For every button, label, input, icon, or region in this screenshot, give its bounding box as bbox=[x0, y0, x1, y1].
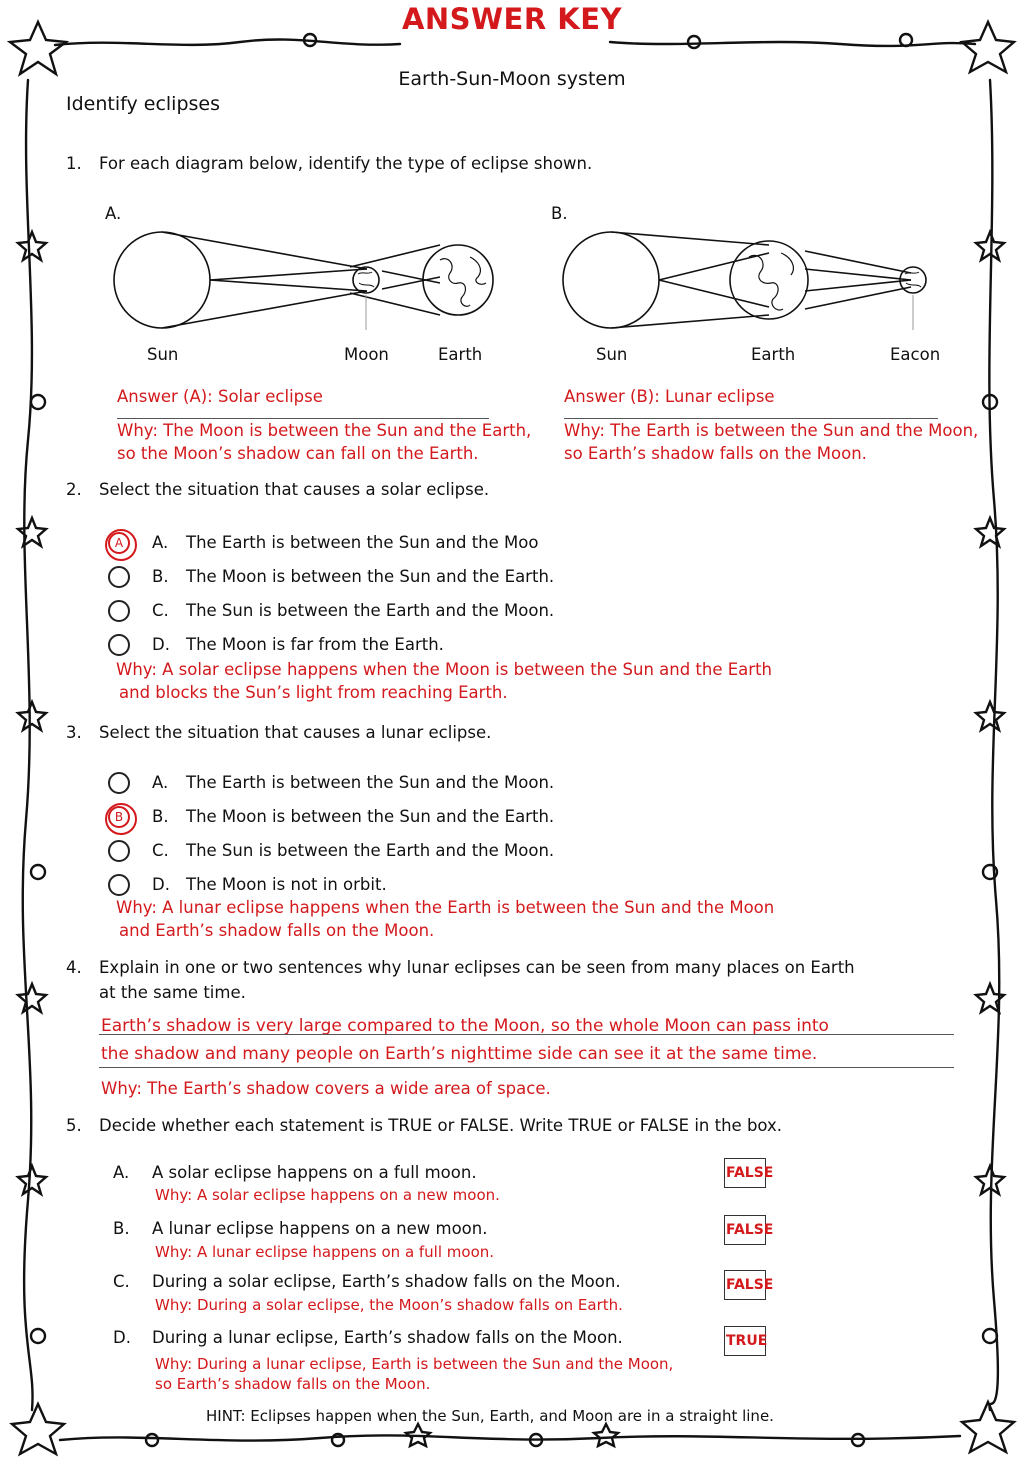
diagram-a-moon-label: Moon bbox=[344, 345, 389, 364]
question-5-number: 5. bbox=[66, 1116, 82, 1135]
q3-option-b-radio[interactable] bbox=[108, 806, 130, 828]
diagram-b-why-line1: Why: The Earth is between the Sun and the Moon, bbox=[564, 421, 979, 440]
q2-why-line1: Why: A solar eclipse happens when the Moon is between the Sun and the Earth bbox=[116, 660, 773, 679]
q5-item-b-text: A lunar eclipse happens on a new moon. bbox=[152, 1219, 488, 1238]
q2-option-a-text: The Earth is between the Sun and the Moo bbox=[186, 533, 539, 552]
q5-item-c-text: During a solar eclipse, Earth’s shadow falls on the Moon. bbox=[152, 1272, 621, 1291]
worksheet-subtitle: Earth-Sun-Moon system bbox=[398, 68, 626, 90]
diagram-a-sun-label: Sun bbox=[147, 345, 179, 364]
q5-item-c-why: Why: During a solar eclipse, the Moon’s shadow falls on Earth. bbox=[155, 1296, 623, 1314]
selected-mark: B bbox=[114, 810, 124, 824]
q5-item-c-letter: C. bbox=[113, 1272, 130, 1291]
question-4-number: 4. bbox=[66, 958, 82, 977]
question-4-prompt-line2: at the same time. bbox=[99, 983, 246, 1002]
question-2-prompt: Select the situation that causes a solar eclipse. bbox=[99, 480, 490, 499]
q2-option-c-letter: C. bbox=[152, 601, 169, 620]
q5-item-d-text: During a lunar eclipse, Earth’s shadow falls on the Moon. bbox=[152, 1328, 623, 1347]
q5-item-b-letter: B. bbox=[113, 1219, 130, 1238]
q2-option-a-letter: A. bbox=[152, 533, 169, 552]
q5-item-a-text: A solar eclipse happens on a full moon. bbox=[152, 1163, 477, 1182]
q2-option-b-letter: B. bbox=[152, 567, 169, 586]
selected-mark: A bbox=[114, 536, 124, 550]
diagram-a-why-line2: so the Moon’s shadow can fall on the Earth. bbox=[117, 444, 479, 463]
lunar-eclipse-diagram bbox=[555, 225, 945, 340]
diagram-a-earth-label: Earth bbox=[438, 345, 483, 364]
answer-key-title: ANSWER KEY bbox=[401, 2, 623, 36]
diagram-b-answer: Answer (B): Lunar eclipse bbox=[564, 387, 775, 406]
diagram-a-letter: A. bbox=[105, 204, 122, 223]
q4-answer-line1: Earth’s shadow is very large compared to the Moon, so the whole Moon can pass into bbox=[101, 1016, 829, 1036]
q3-option-d-letter: D. bbox=[152, 875, 170, 894]
q2-option-c-radio[interactable] bbox=[108, 600, 130, 622]
q4-answer-line2: the shadow and many people on Earth’s nighttime side can see it at the same time. bbox=[101, 1044, 818, 1064]
question-3-number: 3. bbox=[66, 723, 82, 742]
q5-item-c-answer-box[interactable]: FALSE bbox=[724, 1270, 766, 1300]
q3-option-c-radio[interactable] bbox=[108, 840, 130, 862]
q3-option-d-radio[interactable] bbox=[108, 874, 130, 896]
answer-line bbox=[99, 1034, 954, 1035]
question-3-prompt: Select the situation that causes a lunar eclipse. bbox=[99, 723, 492, 742]
q5-item-d-why-line2: so Earth’s shadow falls on the Moon. bbox=[155, 1375, 431, 1393]
q3-option-a-radio[interactable] bbox=[108, 772, 130, 794]
q2-option-c-text: The Sun is between the Earth and the Moon. bbox=[186, 601, 555, 620]
q3-why-line1: Why: A lunar eclipse happens when the Earth is between the Sun and the Moon bbox=[116, 898, 775, 917]
q3-option-c-letter: C. bbox=[152, 841, 169, 860]
q3-option-d-text: The Moon is not in orbit. bbox=[186, 875, 387, 894]
diagram-b-letter: B. bbox=[551, 204, 568, 223]
question-4-prompt-line1: Explain in one or two sentences why lunar eclipses can be seen from many places on Earth bbox=[99, 958, 855, 977]
diagram-b-earth-label: Earth bbox=[751, 345, 796, 364]
diagram-b-why-line2: so Earth’s shadow falls on the Moon. bbox=[564, 444, 867, 463]
q2-option-d-radio[interactable] bbox=[108, 634, 130, 656]
q5-item-d-letter: D. bbox=[113, 1328, 131, 1347]
question-2-number: 2. bbox=[66, 480, 82, 499]
diagram-b-sun-label: Sun bbox=[596, 345, 628, 364]
q3-why-line2: and Earth’s shadow falls on the Moon. bbox=[119, 921, 435, 940]
answer-line bbox=[564, 418, 938, 419]
diagram-a-answer: Answer (A): Solar eclipse bbox=[117, 387, 323, 406]
q5-item-a-why: Why: A solar eclipse happens on a new moon. bbox=[155, 1186, 500, 1204]
diagram-a-why-line1: Why: The Moon is between the Sun and the Earth, bbox=[117, 421, 532, 440]
q2-option-d-letter: D. bbox=[152, 635, 170, 654]
q3-option-b-text: The Moon is between the Sun and the Earth. bbox=[186, 807, 555, 826]
q3-option-a-letter: A. bbox=[152, 773, 169, 792]
q2-option-a-radio[interactable] bbox=[108, 532, 130, 554]
question-1-number: 1. bbox=[66, 154, 82, 173]
q2-why-line2: and blocks the Sun’s light from reaching Earth. bbox=[119, 683, 508, 702]
q3-option-c-text: The Sun is between the Earth and the Moon. bbox=[186, 841, 555, 860]
q2-option-b-radio[interactable] bbox=[108, 566, 130, 588]
q5-item-a-letter: A. bbox=[113, 1163, 130, 1182]
q5-item-d-answer-box[interactable]: TRUE bbox=[724, 1326, 766, 1356]
q5-item-b-why: Why: A lunar eclipse happens on a full moon. bbox=[155, 1243, 495, 1261]
section-title: Identify eclipses bbox=[66, 93, 221, 115]
q4-why: Why: The Earth’s shadow covers a wide area of space. bbox=[101, 1079, 551, 1098]
question-5-prompt: Decide whether each statement is TRUE or FALSE. Write TRUE or FALSE in the box. bbox=[99, 1116, 783, 1135]
q3-option-a-text: The Earth is between the Sun and the Moon. bbox=[186, 773, 555, 792]
q5-item-d-why-line1: Why: During a lunar eclipse, Earth is between the Sun and the Moon, bbox=[155, 1355, 674, 1373]
answer-line bbox=[99, 1067, 954, 1068]
diagram-b-moon-label: Eacon bbox=[890, 345, 941, 364]
q5-item-a-answer-box[interactable]: FALSE bbox=[724, 1158, 766, 1188]
q2-option-b-text: The Moon is between the Sun and the Earth. bbox=[186, 567, 555, 586]
hint-text: HINT: Eclipses happen when the Sun, Earth, and Moon are in a straight line. bbox=[206, 1407, 774, 1425]
question-1-prompt: For each diagram below, identify the type of eclipse shown. bbox=[99, 154, 593, 173]
q5-item-b-answer-box[interactable]: FALSE bbox=[724, 1215, 766, 1245]
answer-line bbox=[117, 418, 489, 419]
q3-option-b-letter: B. bbox=[152, 807, 169, 826]
solar-eclipse-diagram bbox=[100, 225, 510, 340]
q2-option-d-text: The Moon is far from the Earth. bbox=[186, 635, 444, 654]
